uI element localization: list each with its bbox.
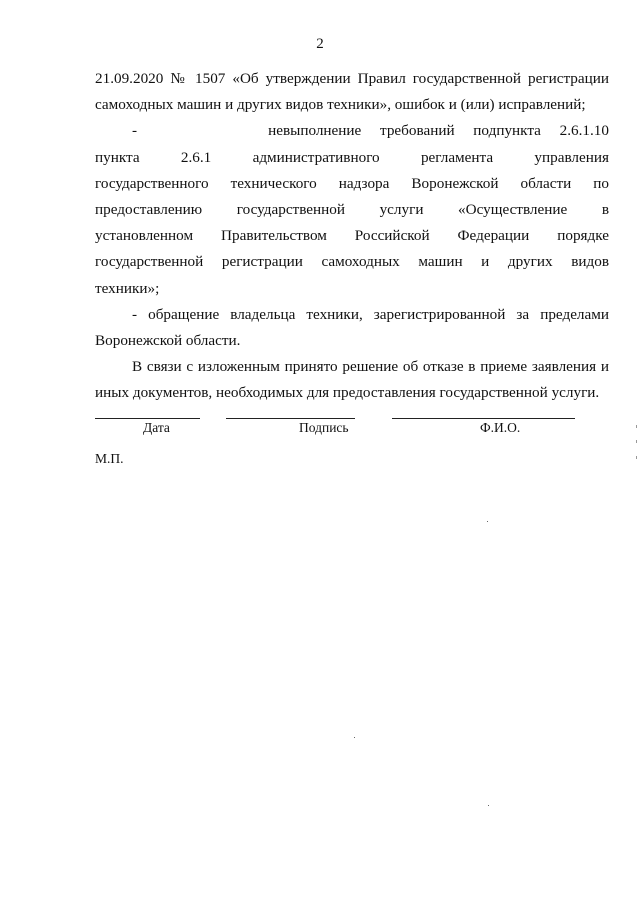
name-label: Ф.И.О.: [480, 420, 521, 435]
signature-label: Подпись: [299, 420, 349, 435]
paragraph-refusal-decision: В связи с изложенным принято решение об отказе в приеме заявления и иных документов, необходимых для предоставления государственной услуги.: [95, 358, 609, 402]
scan-speck: [488, 805, 489, 806]
scan-speck: [354, 737, 355, 738]
name-line: [392, 418, 575, 419]
scan-edge-mark: [636, 440, 637, 443]
scan-edge-mark: [636, 456, 637, 459]
page-number: 2: [316, 36, 324, 52]
scan-edge-mark: [636, 425, 637, 428]
date-label: Дата: [143, 420, 170, 435]
paragraph-outside-region-item: - обращение владельца техники, зарегистрированной за пределами Воронежской области.: [95, 305, 609, 350]
document-body: [95, 66, 609, 407]
signature-line: [226, 418, 355, 419]
date-line: [95, 418, 200, 419]
stamp-placeholder: М.П.: [95, 451, 124, 466]
paragraph-regulation-reference: 21.09.2020 № 1507 «Об утверждении Правил государственной регистрации самоходных машин и других видов техники», ошибок и (или) исправлений;: [95, 70, 609, 114]
scan-speck: [487, 521, 488, 522]
paragraph-noncompliance-item: - невыполнение требований подпункта 2.6.1.10 пункта 2.6.1 административного регламента управления государственного технического надзора Воронежской области по предоставлению государственной услуги «Осуществление в установленном Правительством Российской Федерации порядке государственной регистрации самоходных машин и других видов техники»;: [95, 122, 609, 297]
